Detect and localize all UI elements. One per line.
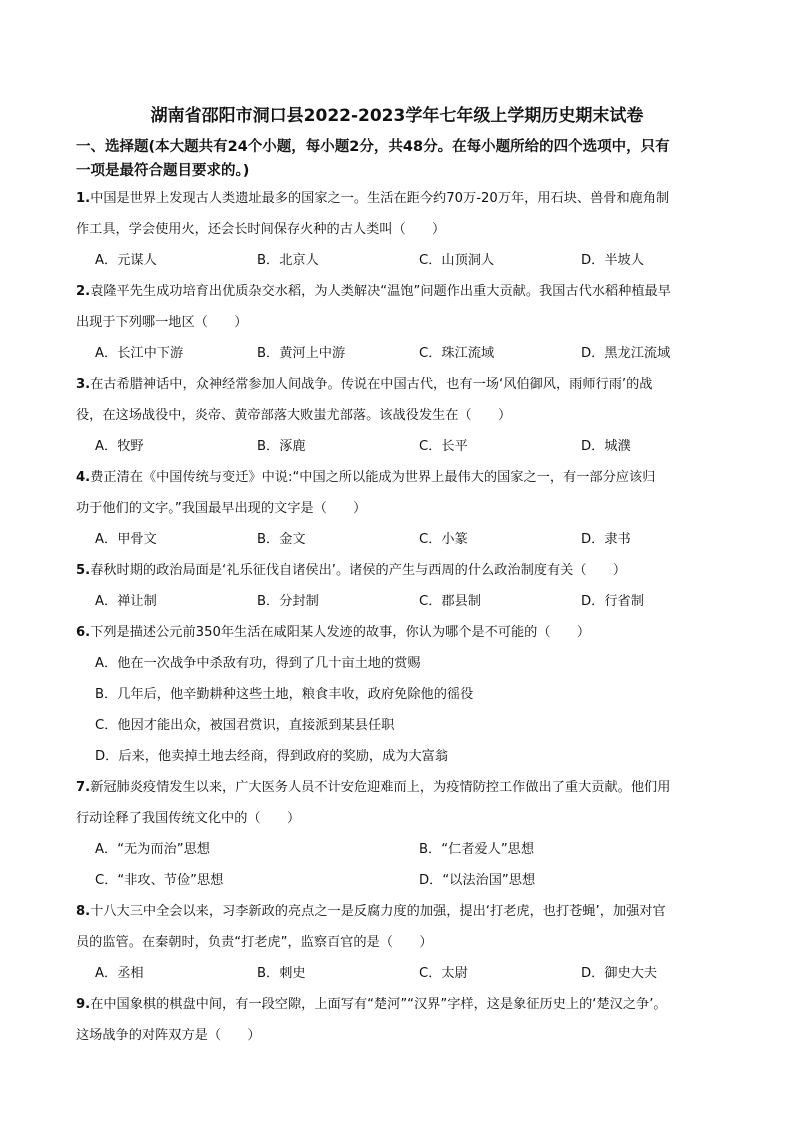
question-1 (76, 183, 748, 245)
option-c[interactable]: C．山顶洞人 (419, 253, 495, 268)
question-number: 5. (76, 563, 91, 578)
option-d[interactable]: D．御史大夫 (581, 966, 658, 981)
option-c[interactable]: C．他因才能出众，被国君赏识，直接派到某县任职 (95, 718, 395, 733)
option-c[interactable]: C．长平 (419, 439, 468, 454)
question-stem-line: 2.袁隆平先生成功培育出优质杂交水稻，为人类解决“温饱”问题作出重大贡献。我国古代水稻种植最早 (76, 284, 671, 299)
question-number: 2. (76, 284, 91, 299)
question-2 (76, 276, 748, 338)
option-c[interactable]: C．郡县制 (419, 594, 481, 609)
question-stem-line: 3.在古希腊神话中，众神经常参加人间战争。传说在中国古代，也有一场‘风伯御风，雨师行雨’的战 (76, 377, 653, 392)
question-stem-line: 5.春秋时期的政治局面是‘礼乐征伐自诸侯出’。诸侯的产生与西周的什么政治制度有关（ ） (76, 563, 627, 578)
question-stem-line: 6.下列是描述公元前350年生活在咸阳某人发迹的故事，你认为哪个是不可能的（ ） (76, 625, 591, 640)
question-number: 1. (76, 191, 91, 206)
question-8 (76, 896, 748, 958)
option-a[interactable]: A．甲骨文 (95, 532, 157, 547)
option-a[interactable]: A．丞相 (95, 966, 144, 981)
question-7 (76, 772, 748, 834)
question-number: 7. (76, 780, 91, 795)
section-heading-line: 一、选择题(本大题共有24个小题，每小题2分，共48分。在每小题所给的四个选项中，只有 (76, 139, 670, 155)
option-b[interactable]: B．刺史 (257, 966, 306, 981)
question-stem-line: 功于他们的文字。”我国最早出现的文字是（ ） (76, 501, 367, 516)
option-a[interactable]: A．“无为而治”思想 (95, 842, 210, 857)
option-b[interactable]: B．黄河上中游 (257, 346, 346, 361)
option-c[interactable]: C．珠江流域 (419, 346, 495, 361)
option-b[interactable]: B．几年后，他辛勤耕种这些土地，粮食丰收，政府免除他的徭役 (95, 687, 474, 702)
question-stem-line: 9.在中国象棋的棋盘中间，有一段空隙，上面写有“楚河”“汉界”字样，这是象征历史上的‘楚汉之争’。 (76, 997, 667, 1012)
option-a[interactable]: A．牧野 (95, 439, 144, 454)
option-b[interactable]: B．涿鹿 (257, 439, 306, 454)
question-stem-line: 4.费正清在《中国传统与变迁》中说:“中国之所以能成为世界上最伟大的国家之一，有一部分应该归 (76, 470, 656, 485)
option-c[interactable]: C．小篆 (419, 532, 468, 547)
option-c[interactable]: C．“非攻、节俭”思想 (95, 873, 224, 888)
page-title: 湖南省邵阳市洞口县2022-2023学年七年级上学期历史期末试卷 (150, 106, 644, 126)
question-stem-line: 8.十八大三中全会以来，习李新政的亮点之一是反腐力度的加强，提出‘打老虎，也打苍蝇’，加强对官 (76, 904, 666, 919)
options-column (95, 648, 745, 772)
option-b[interactable]: B．分封制 (257, 594, 319, 609)
option-d[interactable]: D．黑龙江流域 (581, 346, 671, 361)
options-row (95, 958, 745, 989)
question-stem-line: 这场战争的对阵双方是（ ） (76, 1028, 261, 1043)
question-stem-line: 7.新冠肺炎疫情发生以来，广大医务人员不计安危迎难而上，为疫情防控工作做出了重大贡献。他们用 (76, 780, 671, 795)
question-4 (76, 462, 748, 524)
question-9 (76, 989, 748, 1051)
options-grid (95, 834, 745, 896)
option-b[interactable]: B．北京人 (257, 253, 319, 268)
options-row (95, 245, 745, 276)
option-d[interactable]: D．后来，他卖掉土地去经商，得到政府的奖励，成为大富翁 (95, 749, 449, 764)
question-stem-line: 出现于下列哪一地区（ ） (76, 315, 248, 330)
option-b[interactable]: B．“仁者爱人”思想 (419, 842, 535, 857)
option-a[interactable]: A．他在一次战争中杀敌有功，得到了几十亩土地的赏赐 (95, 656, 421, 671)
question-number: 6. (76, 625, 91, 640)
option-d[interactable]: D．隶书 (581, 532, 631, 547)
option-c[interactable]: C．太尉 (419, 966, 468, 981)
question-6 (76, 617, 748, 648)
question-stem-line: 作工具，学会使用火，还会长时间保存火种的古人类叫（ ） (76, 222, 446, 237)
question-stem-line: 员的监管。在秦朝时，负责“打老虎”，监察百官的是（ ） (76, 935, 433, 950)
section-heading (76, 135, 748, 183)
question-number: 8. (76, 904, 91, 919)
question-number: 9. (76, 997, 91, 1012)
option-a[interactable]: A．长江中下游 (95, 346, 184, 361)
question-number: 4. (76, 470, 91, 485)
question-number: 3. (76, 377, 91, 392)
section-heading-line: 一项是最符合题目要求的。) (76, 163, 250, 179)
question-stem-line: 役，在这场战役中，炎帝、黄帝部落大败蚩尤部落。该战役发生在（ ） (76, 408, 512, 423)
options-row (95, 338, 745, 369)
question-stem-line: 行动诠释了我国传统文化中的（ ） (76, 811, 301, 826)
option-b[interactable]: B．金文 (257, 532, 306, 547)
option-d[interactable]: D．行省制 (581, 594, 644, 609)
question-stem-line: 1.中国是世界上发现古人类遗址最多的国家之一。生活在距今约70万-20万年，用石块、兽骨和鹿角制 (76, 191, 670, 206)
options-row (95, 431, 745, 462)
question-5 (76, 555, 748, 586)
option-a[interactable]: A．禅让制 (95, 594, 157, 609)
option-d[interactable]: D．半坡人 (581, 253, 644, 268)
question-3 (76, 369, 748, 431)
options-row (95, 586, 745, 617)
option-d[interactable]: D．城濮 (581, 439, 631, 454)
options-row (95, 524, 745, 555)
option-d[interactable]: D．“以法治国”思想 (419, 873, 536, 888)
option-a[interactable]: A．元谋人 (95, 253, 157, 268)
